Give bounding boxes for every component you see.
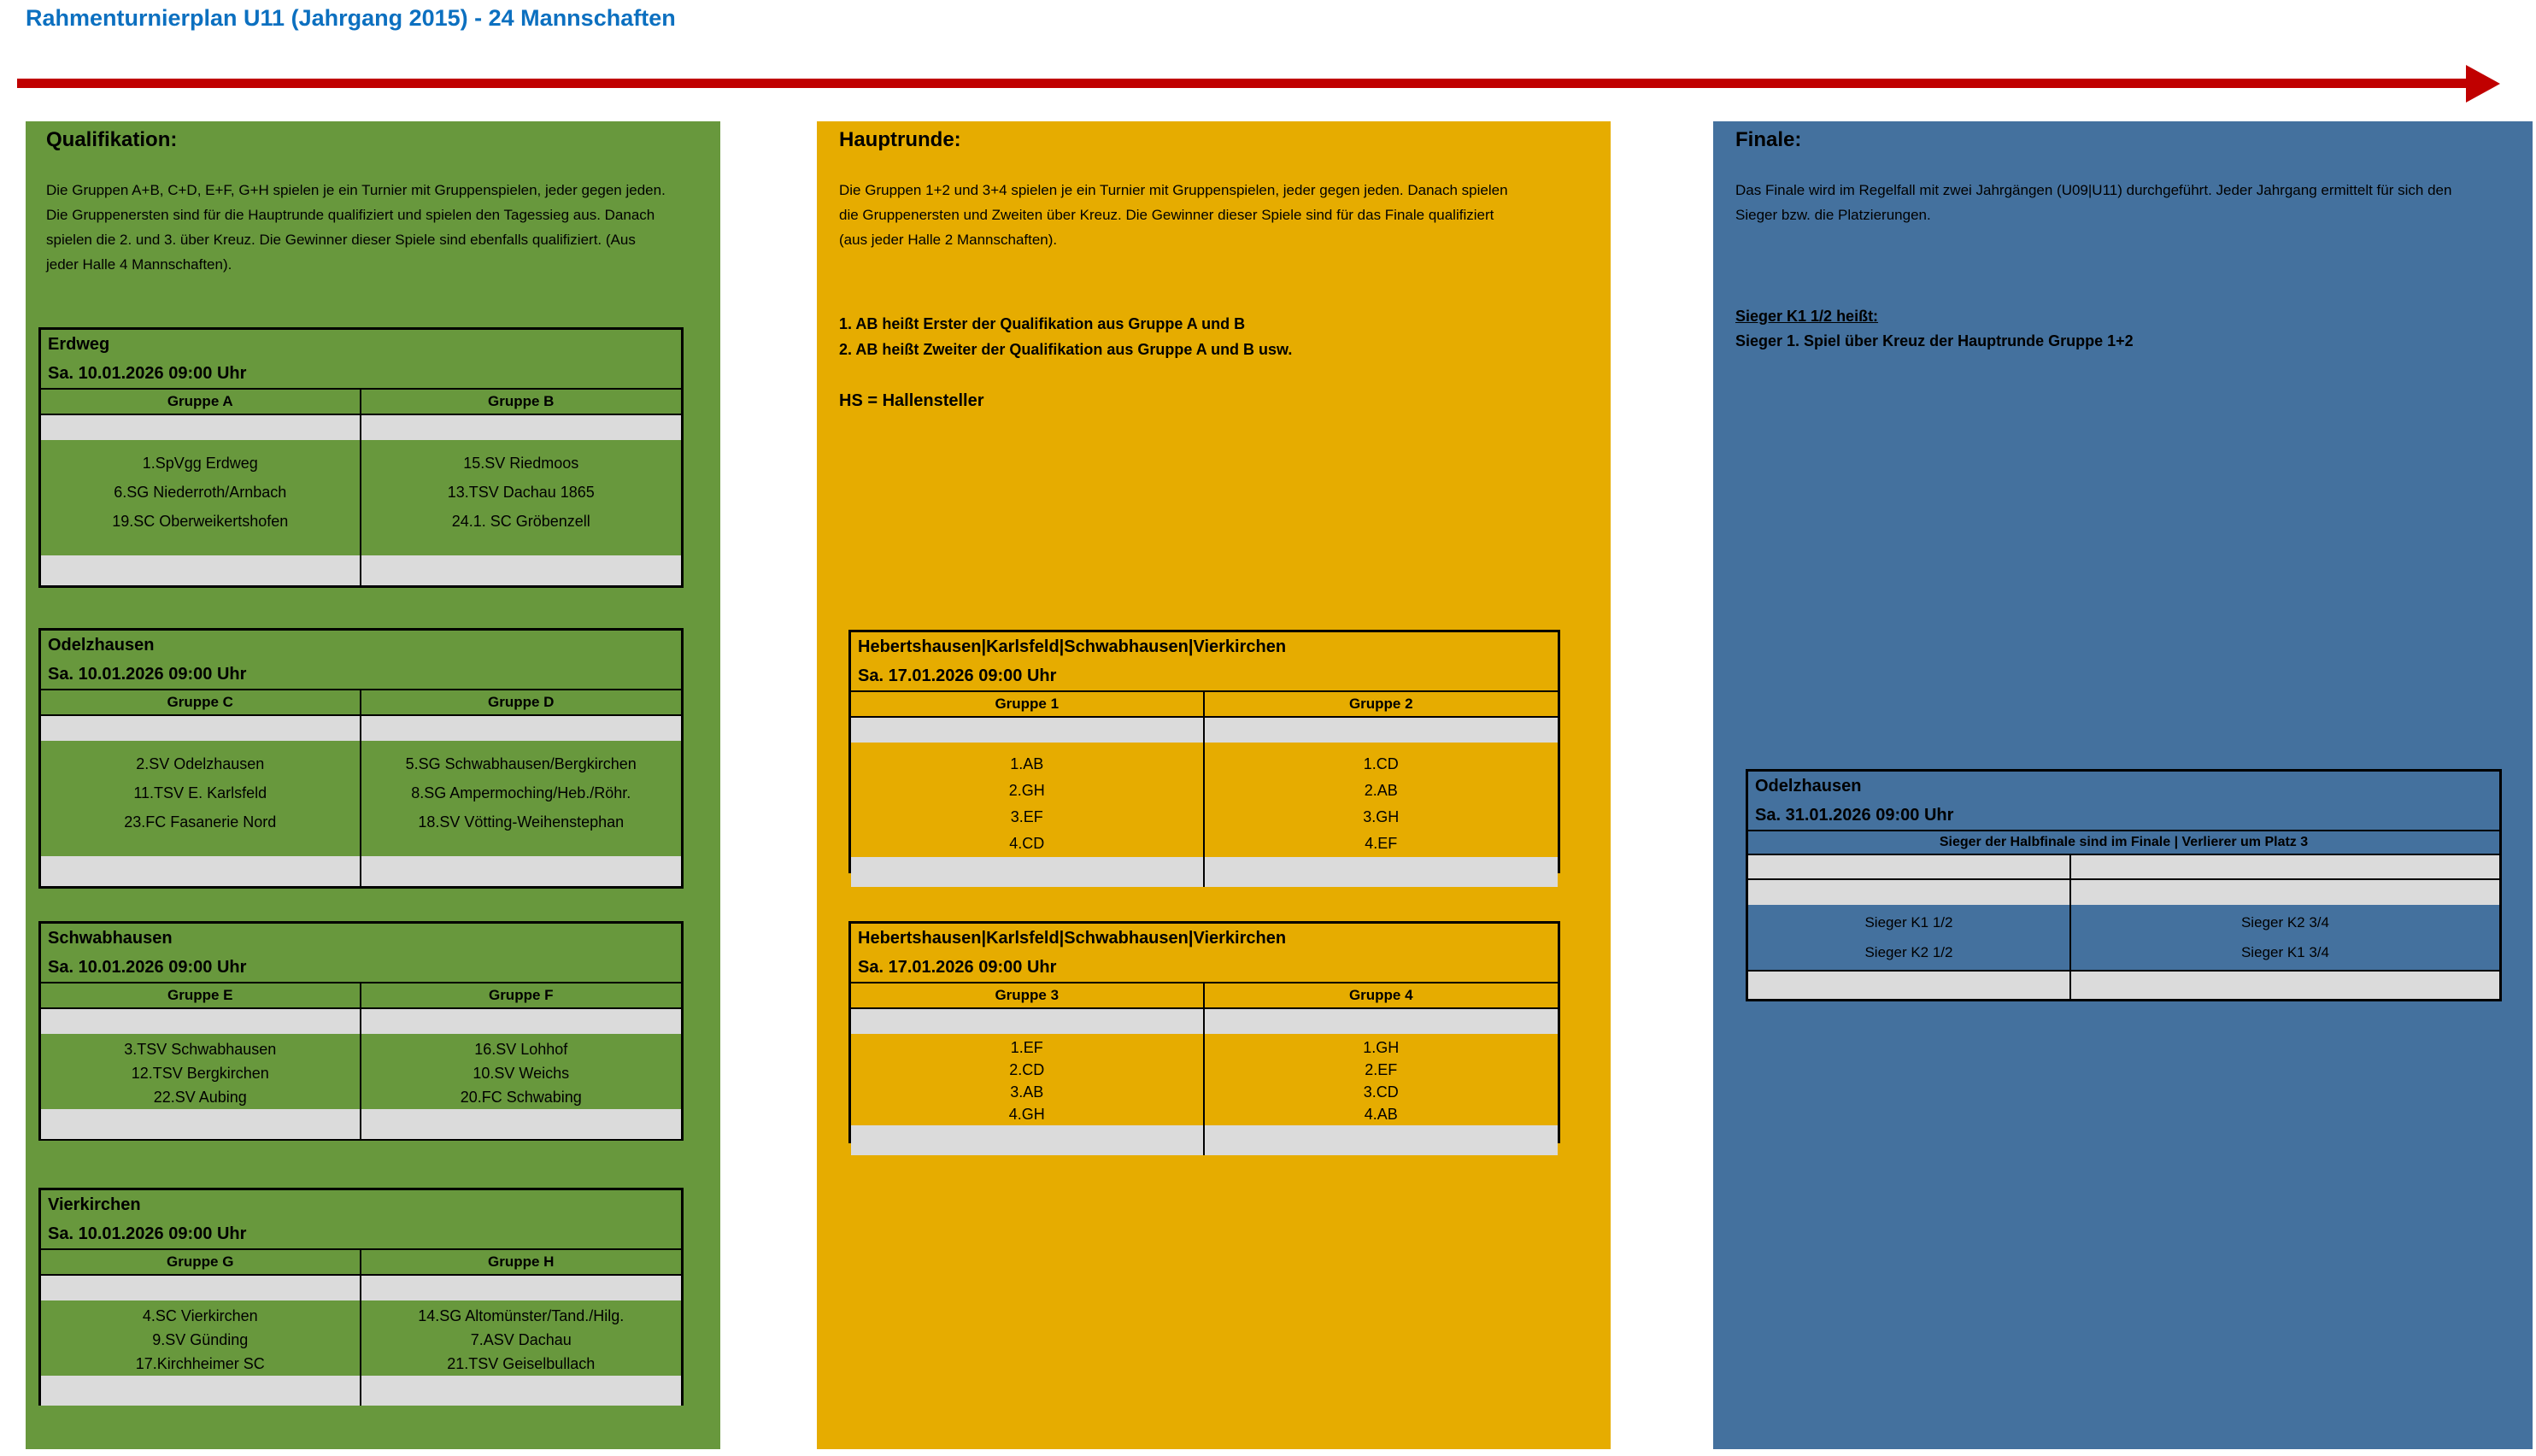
teams-cell	[41, 741, 361, 856]
group-header: Gruppe 3	[851, 983, 1205, 1007]
group-header: Gruppe 4	[1348, 987, 1413, 1003]
team-name: 1.SpVgg Erdweg	[142, 455, 258, 472]
teams-row	[41, 1300, 681, 1376]
final-slot: Sieger K2 3/4	[2240, 914, 2329, 931]
team-name: 9.SV Günding	[152, 1331, 249, 1348]
final-table-header: Sieger der Halbfinale sind im Finale | Verlierer um Platz 3	[1748, 830, 2499, 855]
empty-cell	[2071, 855, 2499, 878]
team-slot: 4.EF	[1365, 835, 1398, 852]
group-header-row	[41, 689, 681, 716]
qualification-description: Die Gruppen A+B, C+D, E+F, G+H spielen je ein Turnier mit Gruppenspielen, jeder gegen jeden. Die Gruppenersten sind für die Hauptrunde qualifiziert und spielen den Tagessieg aus. Danach spielen die 2. und 3. über Kreuz. Die Gewinner dieser Spiele sind ebenfalls qualifiziert. (Aus jeder Halle 4 Mannschaften).	[46, 182, 666, 273]
team-slot: 2.GH	[1008, 782, 1045, 799]
team-name: 24.1. SC Gröbenzell	[451, 513, 590, 530]
empty-row	[41, 1376, 681, 1406]
team-slot: 1.AB	[1010, 755, 1044, 772]
team-slot: 2.EF	[1365, 1061, 1398, 1078]
empty-cell	[361, 716, 682, 741]
empty-cell	[1205, 718, 1559, 743]
empty-cell	[1205, 1009, 1559, 1034]
team-name: 20.FC Schwabing	[460, 1089, 582, 1106]
teams-cell	[1205, 1034, 1559, 1125]
mainround-description: Die Gruppen 1+2 und 3+4 spielen je ein Turnier mit Gruppenspielen, jeder gegen jeden. Danach spielen die Gruppenersten und Zweiten über Kreuz. Die Gewinner dieser Spiele sind für das Finale qualifiziert (aus jeder Halle 2 Mannschaften).	[839, 182, 1508, 248]
team-name: 13.TSV Dachau 1865	[447, 484, 595, 501]
empty-cell	[1205, 1125, 1559, 1155]
empty-cell	[1748, 880, 2071, 905]
empty-cell	[41, 555, 361, 585]
date-cell: Sa. 10.01.2026 09:00 Uhr	[48, 363, 247, 383]
teams-row	[41, 741, 681, 856]
empty-cell	[851, 857, 1205, 887]
teams-cell	[851, 743, 1205, 857]
empty-row	[41, 716, 681, 741]
empty-cell	[361, 1376, 682, 1406]
final-table-odelzhausen	[1746, 769, 2502, 1001]
final-heading: Finale:	[1735, 128, 1802, 151]
qualification-heading: Qualifikation:	[46, 128, 178, 151]
final-pairing-cell	[1748, 905, 2071, 970]
teams-row	[41, 440, 681, 555]
mainround-notes	[839, 311, 1292, 362]
team-name: 2.SV Odelzhausen	[136, 755, 265, 772]
empty-cell	[41, 1109, 361, 1139]
empty-cell	[2071, 880, 2499, 905]
team-slot: 4.GH	[1008, 1106, 1045, 1123]
mainround-note-line: 1. AB heißt Erster der Qualifikation aus Gruppe A und B	[839, 315, 1246, 332]
group-header: Gruppe 2	[1348, 696, 1413, 712]
team-slot: 2.AB	[1364, 782, 1398, 799]
empty-row	[41, 555, 681, 585]
teams-cell	[851, 1034, 1205, 1125]
timeline-arrow-shaft	[17, 79, 2469, 88]
team-name: 10.SV Weichs	[473, 1065, 570, 1082]
final-description: Das Finale wird im Regelfall mit zwei Jahrgängen (U09|U11) durchgeführt. Jeder Jahrgang ermittelt für sich den Sieger bzw. die Platzierungen.	[1735, 182, 2452, 223]
qualification-table-odelzhausen	[38, 628, 684, 889]
empty-cell	[361, 856, 682, 886]
team-name: 6.SG Niederroth/Arnbach	[114, 484, 287, 501]
team-name: 21.TSV Geiselbullach	[447, 1355, 596, 1372]
empty-cell	[1748, 972, 2071, 999]
empty-cell	[41, 1276, 361, 1300]
teams-row	[851, 1034, 1558, 1125]
empty-cell	[2071, 972, 2499, 999]
mainround-table-groups-3-4	[848, 921, 1560, 1143]
empty-cell	[851, 1009, 1205, 1034]
team-slot: 2.CD	[1009, 1061, 1045, 1078]
group-header: Gruppe B	[488, 393, 555, 409]
team-slot: 1.EF	[1010, 1039, 1043, 1056]
team-slot: 4.AB	[1364, 1106, 1398, 1123]
venue-cell: Hebertshausen|Karlsfeld|Schwabhausen|Vierkirchen	[858, 928, 1287, 948]
date-cell: Sa. 10.01.2026 09:00 Uhr	[48, 1224, 247, 1243]
date-cell: Sa. 17.01.2026 09:00 Uhr	[858, 957, 1057, 977]
qualification-table-vierkirchen	[38, 1188, 684, 1406]
date-cell: Sa. 31.01.2026 09:00 Uhr	[1755, 805, 1954, 825]
empty-cell	[41, 716, 361, 741]
team-slot: 3.CD	[1363, 1083, 1399, 1101]
group-header: Gruppe 1	[851, 692, 1205, 716]
final-note-body: Sieger 1. Spiel über Kreuz der Hauptrunde Gruppe 1+2	[1735, 332, 2134, 349]
group-header-row	[41, 388, 681, 415]
teams-cell	[361, 1300, 682, 1376]
final-slot: Sieger K2 1/2	[1864, 944, 1953, 960]
empty-row	[851, 718, 1558, 743]
group-header-row	[851, 690, 1558, 718]
team-name: 22.SV Aubing	[153, 1089, 247, 1106]
final-panel	[1713, 121, 2533, 1449]
empty-cell	[361, 415, 682, 440]
team-name: 8.SG Ampermoching/Heb./Röhr.	[411, 784, 631, 801]
teams-row	[41, 1034, 681, 1109]
mainround-panel	[817, 121, 1611, 1449]
team-name: 7.ASV Dachau	[470, 1331, 572, 1348]
team-slot: 1.GH	[1363, 1039, 1400, 1056]
qualification-table-schwabhausen	[38, 921, 684, 1141]
venue-cell: Erdweg	[48, 334, 110, 354]
team-name: 23.FC Fasanerie Nord	[124, 813, 277, 831]
team-slot: 3.AB	[1010, 1083, 1044, 1101]
teams-cell	[41, 1034, 361, 1109]
team-slot: 1.CD	[1363, 755, 1399, 772]
group-header: Gruppe G	[41, 1250, 361, 1274]
final-note-title: Sieger K1 1/2 heißt:	[1735, 308, 1879, 325]
empty-cell	[361, 555, 682, 585]
empty-cell	[361, 1109, 682, 1139]
team-name: 11.TSV E. Karlsfeld	[133, 784, 267, 801]
empty-cell	[361, 1009, 682, 1034]
venue-cell: Vierkirchen	[48, 1195, 141, 1214]
teams-cell	[41, 1300, 361, 1376]
teams-cell	[41, 440, 361, 555]
empty-row	[41, 415, 681, 440]
team-name: 3.TSV Schwabhausen	[124, 1041, 277, 1058]
team-name: 4.SC Vierkirchen	[142, 1307, 258, 1324]
team-slot: 3.EF	[1010, 808, 1043, 825]
group-header: Gruppe H	[488, 1253, 555, 1270]
venue-cell: Hebertshausen|Karlsfeld|Schwabhausen|Vierkirchen	[858, 637, 1287, 656]
empty-row	[41, 1009, 681, 1034]
team-name: 5.SG Schwabhausen/Bergkirchen	[405, 755, 637, 772]
empty-row	[851, 857, 1558, 887]
empty-cell	[41, 415, 361, 440]
team-slot: 4.CD	[1009, 835, 1045, 852]
team-name: 18.SV Vötting-Weihenstephan	[418, 813, 625, 831]
empty-cell	[361, 1276, 682, 1300]
group-header: Gruppe D	[488, 694, 555, 710]
page-title: Rahmenturnierplan U11 (Jahrgang 2015) - 24 Mannschaften	[26, 5, 676, 31]
empty-row	[851, 1009, 1558, 1034]
final-slot: Sieger K1 1/2	[1864, 914, 1953, 931]
empty-cell	[1748, 855, 2071, 878]
team-name: 15.SV Riedmoos	[463, 455, 579, 472]
qualification-panel	[26, 121, 720, 1449]
team-slot: 3.GH	[1363, 808, 1400, 825]
team-name: 14.SG Altomünster/Tand./Hilg.	[418, 1307, 625, 1324]
date-cell: Sa. 17.01.2026 09:00 Uhr	[858, 666, 1057, 685]
group-header: Gruppe E	[41, 983, 361, 1007]
venue-cell: Odelzhausen	[48, 635, 155, 655]
final-slot: Sieger K1 3/4	[2240, 944, 2329, 960]
empty-row	[1748, 972, 2499, 999]
team-name: 16.SV Lohhof	[474, 1041, 568, 1058]
venue-cell: Odelzhausen	[1755, 776, 1862, 796]
venue-cell: Schwabhausen	[48, 928, 173, 948]
mainround-legend: HS = Hallensteller	[839, 391, 984, 410]
teams-cell	[1205, 743, 1559, 857]
group-header-row	[851, 982, 1558, 1009]
teams-cell	[361, 1034, 682, 1109]
teams-cell	[361, 741, 682, 856]
empty-cell	[851, 1125, 1205, 1155]
final-pairings-row	[1748, 905, 2499, 972]
group-header: Gruppe C	[41, 690, 361, 714]
mainround-note-line: 2. AB heißt Zweiter der Qualifikation aus Gruppe A und B usw.	[839, 341, 1293, 358]
empty-cell	[41, 856, 361, 886]
group-header: Gruppe A	[41, 390, 361, 414]
team-name: 17.Kirchheimer SC	[135, 1355, 265, 1372]
mainround-table-groups-1-2	[848, 630, 1560, 873]
date-cell: Sa. 10.01.2026 09:00 Uhr	[48, 957, 247, 977]
final-pairing-cell	[2071, 905, 2499, 970]
empty-row	[1748, 878, 2499, 905]
qualification-table-erdweg	[38, 327, 684, 588]
empty-row	[1748, 855, 2499, 878]
empty-cell	[41, 1376, 361, 1406]
date-cell: Sa. 10.01.2026 09:00 Uhr	[48, 664, 247, 684]
mainround-heading: Hauptrunde:	[839, 128, 961, 151]
empty-row	[41, 1276, 681, 1300]
group-header-row	[41, 982, 681, 1009]
timeline-arrow-head	[2466, 65, 2500, 103]
empty-row	[851, 1125, 1558, 1155]
teams-row	[851, 743, 1558, 857]
group-header: Gruppe F	[488, 987, 554, 1003]
empty-cell	[851, 718, 1205, 743]
teams-cell	[361, 440, 682, 555]
empty-row	[41, 856, 681, 886]
group-header-row	[41, 1248, 681, 1276]
team-name: 12.TSV Bergkirchen	[131, 1065, 269, 1082]
empty-row	[41, 1109, 681, 1139]
empty-cell	[41, 1009, 361, 1034]
team-name: 19.SC Oberweikertshofen	[112, 513, 289, 530]
empty-cell	[1205, 857, 1559, 887]
